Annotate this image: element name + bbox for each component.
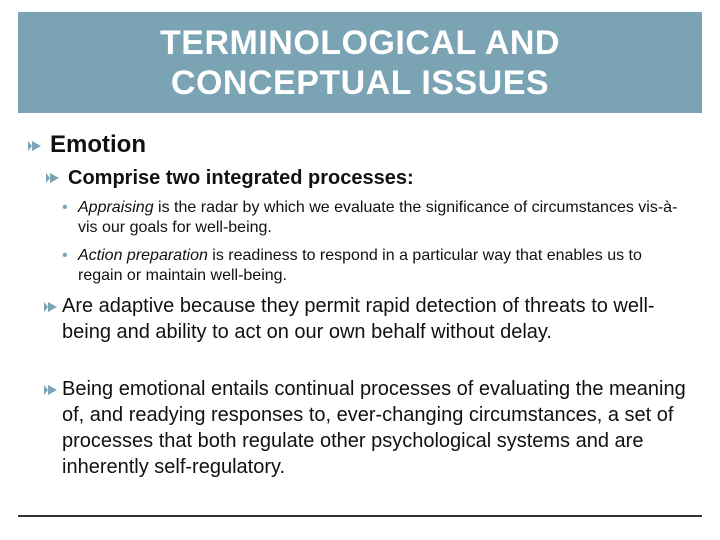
paragraph-adaptive: Are adaptive because they permit rapid detection of threats to well-being and ability to act on our own behalf without delay.: [62, 295, 655, 343]
sub-item-appraising: [62, 198, 678, 238]
arrow-bullet-icon: [48, 302, 57, 312]
title-line-2: CONCEPTUAL ISSUES: [170, 63, 550, 102]
sub-item-term: Action preparation: [78, 247, 208, 264]
dot-icon: •: [62, 199, 68, 216]
sub-item-text: is the radar by which we evaluate the significance of circumstances vis-à-vis our goals for well-being.: [78, 199, 678, 236]
paragraph-being-emotional: Being emotional entails continual processes of evaluating the meaning of, and readying responses to, ever-changing circumstances, a set of processes that both regulate other psychological systems and are inherently self-regulatory.: [62, 378, 686, 478]
title-banner: [18, 12, 702, 113]
sub-item-term: Appraising: [78, 199, 154, 216]
arrow-bullet-icon: [32, 141, 41, 151]
dot-icon: •: [62, 247, 68, 264]
bottom-divider: [18, 515, 702, 517]
arrow-bullet-icon: [48, 385, 57, 395]
heading-emotion: Emotion: [50, 131, 146, 158]
sub-item-action-preparation: [62, 246, 678, 286]
subheading: Comprise two integrated processes:: [68, 167, 414, 189]
slide-title: [160, 23, 560, 103]
arrow-bullet-icon: [50, 173, 59, 183]
sub-item-text: is readiness to respond in a particular way that enables us to regain or maintain well-being.: [78, 247, 642, 284]
title-line-1: TERMINOLOGICAL AND: [160, 23, 560, 62]
